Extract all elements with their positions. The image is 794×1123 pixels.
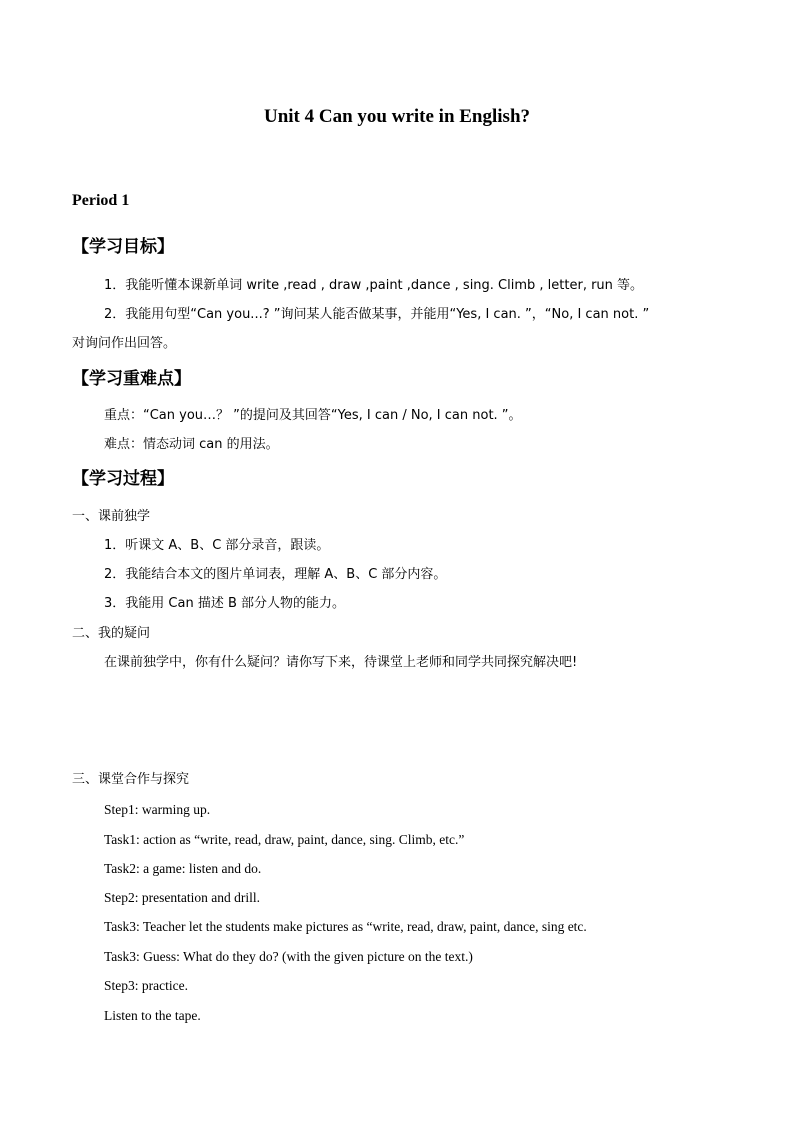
step-line: Listen to the tape. bbox=[104, 1008, 201, 1023]
part2-text: 在课前独学中，你有什么疑问？请你写下来，待课堂上老师和同学共同探究解决吧! bbox=[104, 655, 578, 670]
goal-item-1: 1．我能听懂本课新单词 write ,read , draw ,paint ,dance , sing. Climb , letter, run 等。 bbox=[104, 278, 644, 293]
goal-item-2-continued: 对询问作出回答。 bbox=[72, 336, 177, 351]
step-line: Step2: presentation and drill. bbox=[104, 890, 260, 905]
page-title: Unit 4 Can you write in English? bbox=[263, 106, 531, 127]
step-line: Task3: Guess: What do they do? (with the given picture on the text.) bbox=[104, 949, 473, 964]
process-heading: 【学习过程】 bbox=[72, 469, 174, 489]
difficult-point: 难点：情态动词 can 的用法。 bbox=[104, 437, 279, 452]
part1-item-1: 1．听课文 A、B、C 部分录音，跟读。 bbox=[104, 538, 330, 553]
part2-title: 二、我的疑问 bbox=[72, 626, 151, 641]
step-line: Task3: Teacher let the students make pictures as “write, read, draw, paint, dance, sing etc. bbox=[104, 919, 587, 934]
step-line: Step3: practice. bbox=[104, 978, 188, 993]
key-points-heading: 【学习重难点】 bbox=[72, 369, 191, 389]
step-line: Step1: warming up. bbox=[104, 802, 211, 817]
step-line: Task2: a game: listen and do. bbox=[104, 861, 262, 876]
goal-item-2: 2．我能用句型“Can you...? ”询问某人能否做某事，并能用“Yes, I can. ”，“No, I can not. ” bbox=[104, 307, 650, 322]
part1-item-2: 2．我能结合本文的图片单词表，理解 A、B、C 部分内容。 bbox=[104, 567, 447, 582]
period-heading: Period 1 bbox=[72, 192, 130, 209]
part1-item-3: 3．我能用 Can 描述 B 部分人物的能力。 bbox=[104, 596, 346, 611]
step-line: Task1: action as “write, read, draw, paint, dance, sing. Climb, etc.” bbox=[104, 832, 465, 847]
goals-heading: 【学习目标】 bbox=[72, 237, 174, 257]
part3-title: 三、课堂合作与探究 bbox=[72, 772, 190, 787]
key-point: 重点：“Can you…？ ”的提问及其回答“Yes, I can / No, I can not. ”。 bbox=[104, 408, 522, 423]
part1-title: 一、课前独学 bbox=[72, 509, 151, 524]
